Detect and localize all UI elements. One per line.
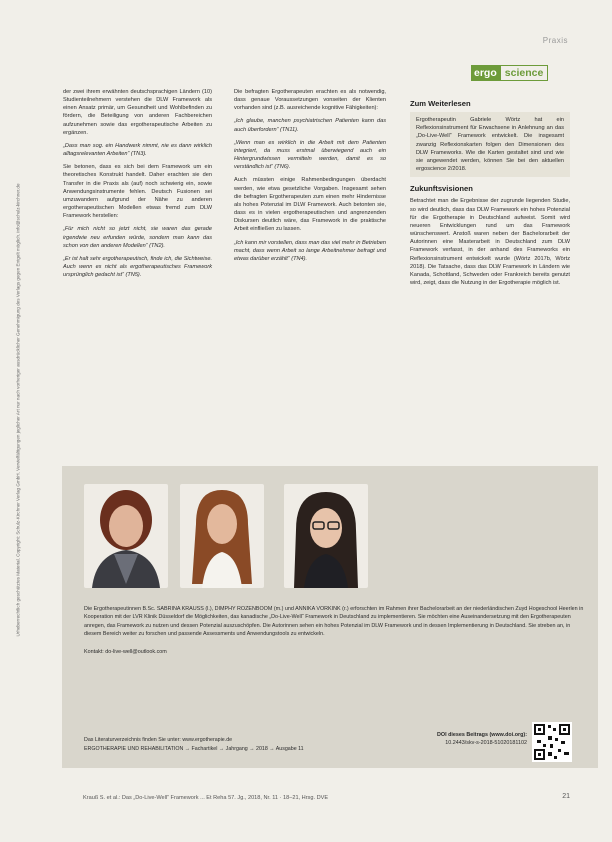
bio-text [84,605,589,666]
page-number: 21 [562,793,570,800]
quote: „Ich glaube, manchen psychiatrischen Patienten kann das auch überfordern“ (TN11). [234,118,386,133]
author-photo-middle [180,484,264,588]
column-middle [234,88,386,268]
logo-part-science: science [500,65,549,81]
ergoscience-logo [471,65,591,81]
bio-paragraph: Die Ergotherapeutinnen B.Sc. SABRINA KRAUSS (l.), DIMPHY ROZENBOOM (m.) und ANNIKA VORKINK (r.) erforschten im Rahmen ihrer Bachelorarbeit an der niederländischen Zuyd Hogeschool Heerlen in Kooperation mit der LVR Klinik Düsseldorf die Möglichkeiten, das kanadische „Do-Live-Well“ Framework in Deutschland zu implementieren. Sie möchten eine Auseinandersetzung mit den Ergotherapeuten anregen, das Framework zu nutzen und dessen Potenzial auszuschöpfen. Die Autorinnen sehen ein hohes Potenzial im DLW Framework und in dessen Implementierung in Deutschland. Sie streben an, in diesem Bereich weiter zu forschen und passende Assessments und Anwendungstools zu entwickeln. [84,606,584,637]
doi-value: 10.2443/skv-s-2018-51020181102 [445,740,527,747]
heading-future-visions: Zukunftsvisionen [410,184,473,194]
quote: „Dass man sog. ein Handwerk nimmt, nie es dann wirklich alltagsrelevanten Arbeiten“ (TN3). [63,142,212,158]
paragraph: Auch müssten einige Rahmenbedingungen überdacht werden, wie etwa gesetzliche Vorgaben. Insgesamt sehen die befragten Ergotherapeuten zum einen mehr Hindernisse als hohes Potenzial im DLW Framework. Auch betonten sie, dass es in vielen ergotherapeutischen und angrenzenden Diskursen deutlich wäre, das Framework in die praktische Arbeit einfließen zu lassen. [234,177,386,233]
column-right [410,98,570,292]
quote: „Ich kann mir vorstellen, dass man das viel mehr in Betrieben macht, dass wenn Arbeit so lange Arbeitnehmer befragt und etwas darüber erzählt“ (TN4). [234,239,386,262]
literature-path: ERGOTHERAPIE UND REHABILITATION → Fachartikel → Jahrgang → 2018 → Ausgabe 11 [84,745,304,752]
doi-title: DOI dieses Beitrags (www.doi.org): [437,732,527,738]
paragraph: der zwei ihrem erwähnten deutschsprachigen Ländern (10) Studienteilnehmern verstehen die DLW Framework als einen Ansatz primär, um Gesundheit und Wohlbefinden zu fördern, die Beteiligung von anderen Fachbereichen aufzunehmen sowie das ergotherapeutische Arbeiten zu ergänzen. [63,89,212,136]
heading-further-reading: Zum Weiterlesen [410,99,471,108]
paragraph: Sie betonen, dass es sich bei dem Framework um ein theoretisches Konstrukt handelt. Daher erachten sie den Transfer in die Praxis als (auf) noch schwierig ein, sowie Anwendungsinstrumente fehlen. Deutsch Fusionen sei umzuwandern aufgrund der Nähe zu anderen ergotherapeutischen Modellen etwas fremd zum DLW Framework herstellen: [63,164,212,220]
doi-block [401,731,527,748]
paragraph: Die befragten Ergotherapeuten erachten es als notwendig, dass genaue Voraussetzungen vonseiten der Klienten vorhanden sind (z.B. ausreichende kognitive Fähigkeiten): [234,89,386,112]
page-footer: Krauß S. et al.: Das „Do-Live-Well“ Framework ... Et Reha 57. Jg., 2018, Nr. 11 · 18–21, Hrsg. DVE [83,795,329,801]
author-bio-box [62,466,598,768]
literature-note: Das Literaturverzeichnis finden Sie unter: www.ergotherapie.de [84,737,233,743]
logo-part-ergo: ergo [471,65,500,81]
qr-code-icon [532,722,572,762]
section-rubric: Praxis [542,36,568,45]
author-photo-left [84,484,168,588]
column-left [63,88,212,284]
further-reading-box: Ergotherapeutin Gabriele Wörtz hat ein Reflexionsinstrument für Erwachsene in Anlehnung an das „Do-Live-Well“ Framework entwickelt. Die insgesamt zwanzig Reflexionskarten folgen den Dimensionen des DLW Frameworks. Wie die Karten gestaltet sind und wie sie angewendet werden, können Sie bei den aktuellen ergoscience 2/2018. [410,112,570,177]
quote: „Wenn man es wirklich in die Arbeit mit dem Patienten integriert, da muss erstmal überwiegend auch ein Hintergrundwissen vermitteln werden, damit es so verständlich ist“ (TN6). [234,139,386,171]
author-photo-right [284,484,368,588]
quote: „Für mich nicht so jetzt nicht, sie waren das gerade irgendwie neu erfunden würde, sondern man kann das schon von den anderen Modellen“ (TN2). [63,226,212,249]
literature-links [84,736,414,753]
contact-line: Kontakt: do-live-well@outlook.com [84,649,167,656]
paragraph: Betrachtet man die Ergebnisse der zugrunde liegenden Studie, so wird deutlich, dass das DLW Framework ein hohes Potenzial für die Ergotherapie in Deutschland aufweist. Somit wird neueren Entwicklungen rund um das Framework wünschenswert. Anstoß waren neben der Bachelorarbeit der Autorinnen eine Masterarbeit in Deutschland zum DLW Framework verfasst, in der anhand des Frameworks ein Reflexionsinstrument entwickelt wurde (Wörtz 2017b, Wörtz 2018). Die Tatsache, dass das DLW Framework in Ländern wie Kanada, Schottland, Schweden oder Frankreich bereits genutzt wird, zeigt, dass die Nutzung in der Ergotherapie möglich ist. [410,198,570,286]
copyright-side-note: Urheberrechtlich geschütztes Material. Copyright: Schulz-Kirchner Verlag GmbH. Vervielfältigungen jeglicher Art nur nach vorheriger ausdrücklicher Genehmigung des Verlags gegen Entgelt möglich. info@schulz-kirchner.de [15,183,21,637]
quote: „Er ist halt sehr ergotherapeutisch, finde ich, die Sichtweise. Auch wenn es nicht als ergotherapeutisches Framework ursprünglich gedacht ist“ (TN5). [63,255,212,279]
